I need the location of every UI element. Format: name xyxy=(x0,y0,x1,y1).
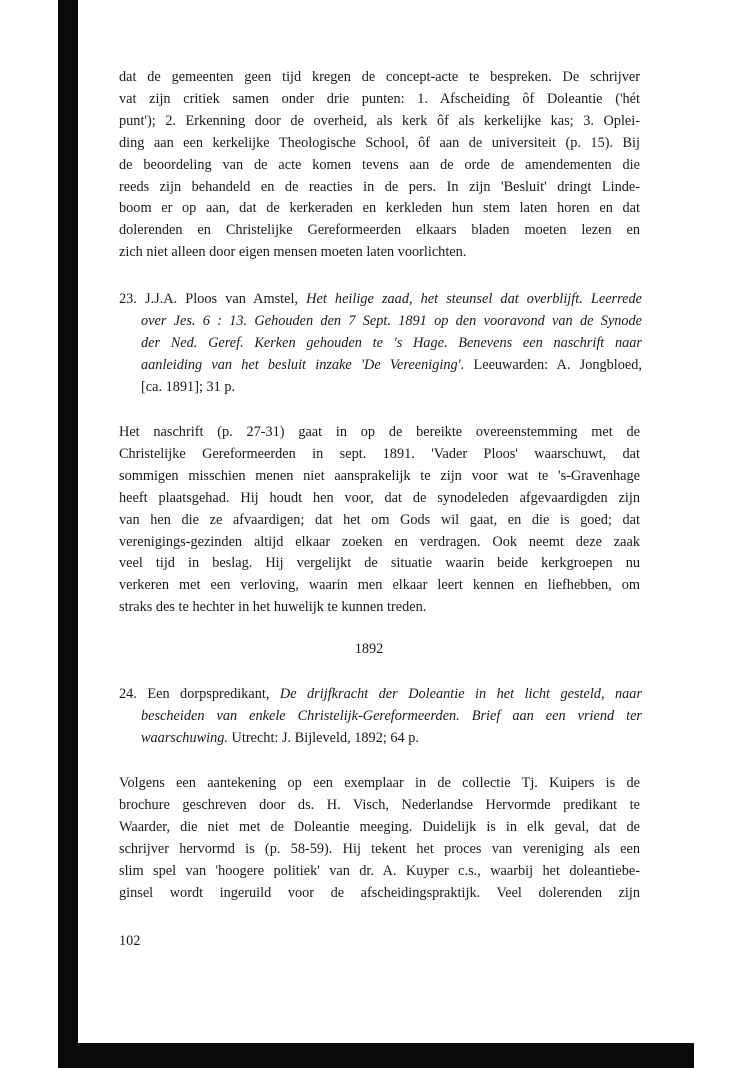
text-line: brochure geschreven door ds. H. Visch, Nederlandse Hervormde predikant te xyxy=(119,796,640,813)
text-line: reeds zijn behandeld en de reacties in de pers. In zijn 'Besluit' dringt Linde- xyxy=(119,178,640,195)
bibliography-entry-24 xyxy=(119,684,642,750)
entry-author: J.J.A. Ploos van Amstel, xyxy=(145,291,299,307)
text-line: punt'); 2. Erkenning door de overheid, als kerk ôf als kerkelijke kas; 3. Oplei- xyxy=(119,112,640,129)
paragraph-2 xyxy=(119,422,640,619)
entry-number: 24. xyxy=(119,686,137,702)
text-line: Volgens een aantekening op een exemplaar in de collectie Tj. Kuipers is de xyxy=(119,775,640,791)
text-line: verenigings-gezinden altijd elkaar zoeken en verdragen. Ook neemt deze zaak xyxy=(119,533,640,550)
entry-title: Het heilige zaad, het steunsel dat overblijft. Leerrede xyxy=(306,291,642,307)
text-line: van hen die ze afvaardigen; dat het om Gods wil gaat, en die is goed; dat xyxy=(119,511,640,528)
text-line: ginsel wordt ingeruild voor de afscheidingspraktijk. Veel dolerenden zijn xyxy=(119,884,640,901)
entry-line: over Jes. 6 : 13. Gehouden den 7 Sept. 1891 op den vooravond van de Synode xyxy=(141,312,642,329)
paragraph-1 xyxy=(119,67,640,264)
text-line: vat zijn critiek samen onder drie punten: 1. Afscheiding ôf Doleantie ('hét xyxy=(119,90,640,107)
text-line: dolerenden en Christelijke Gereformeerden elkaars bladen moeten lezen en xyxy=(119,222,640,239)
entry-author: Een dorpspredikant, xyxy=(147,686,270,702)
entry-line: waarschuwing. Utrecht: J. Bijleveld, 1892; 64 p. xyxy=(141,729,419,746)
text-line: boom er op aan, dat de kerkeraden en kerkleden hun stem laten horen en dat xyxy=(119,200,640,217)
text-line: slim spel van 'hoogere politiek' van dr. A. Kuyper c.s., waarbij het doleantiebe- xyxy=(119,862,640,879)
entry-line xyxy=(119,684,642,706)
text-line: veel tijd in beslag. Hij vergelijkt de situatie waarin beide kerkgroepen nu xyxy=(119,555,640,572)
text-line: sommigen misschien menen niet aansprakelijk te zijn voor wat te 's-Gravenhage xyxy=(119,467,640,484)
entry-line: [ca. 1891]; 31 p. xyxy=(141,378,236,395)
entry-title: De drijfkracht der Doleantie in het licht gesteld, naar xyxy=(279,686,643,702)
text-line: de beoordeling van de acte komen tevens aan de orde de amendementen die xyxy=(119,156,640,173)
text-line: Christelijke Gereformeerden in sept. 1891. 'Vader Ploos' waarschuwt, dat xyxy=(119,445,640,462)
entry-line: bescheiden van enkele Christelijk-Gereformeerden. Brief aan een vriend ter xyxy=(141,707,642,724)
text-line: Waarder, die niet met de Doleantie meeging. Duidelijk is in elk geval, dat de xyxy=(119,818,640,835)
text-line: straks des te hechter in het huwelijk te kunnen treden. xyxy=(119,599,427,616)
entry-line: der Ned. Geref. Kerken gehouden te 's Hage. Benevens een naschrift naar xyxy=(141,334,642,351)
entry-line: aanleiding van het besluit inzake 'De Vereeniging'. Leeuwarden: A. Jongbloed, xyxy=(141,356,642,373)
scan-border-left xyxy=(58,0,78,1068)
text-line: Het naschrift (p. 27-31) gaat in op de bereikte overeenstemming met de xyxy=(119,424,640,440)
text-line: schrijver hervormd is (p. 58-59). Hij tekent het proces van vereniging als een xyxy=(119,840,640,857)
scan-border-bottom xyxy=(58,1043,694,1068)
paragraph-3 xyxy=(119,773,640,904)
year-heading: 1892 xyxy=(354,641,384,657)
text-line: zich niet alleen door eigen mensen moeten laten voorlichten. xyxy=(119,244,467,261)
entry-line xyxy=(119,289,642,311)
page-number: 102 xyxy=(119,933,141,949)
text-line: dat de gemeenten geen tijd kregen de concept-acte te bespreken. De schrijver xyxy=(119,69,640,85)
text-line: heeft plaatsgehad. Hij houdt hen voor, dat de synodeleden afgevaardigden zijn xyxy=(119,489,640,506)
bibliography-entry-23 xyxy=(119,289,642,399)
entry-number: 23. xyxy=(119,291,137,307)
text-line: ding aan een kerkelijke Theologische School, ôf aan de universiteit (p. 15). Bij xyxy=(119,134,640,151)
text-line: verkeren met een verloving, waarin men elkaar leert kennen en liefhebben, om xyxy=(119,577,640,594)
